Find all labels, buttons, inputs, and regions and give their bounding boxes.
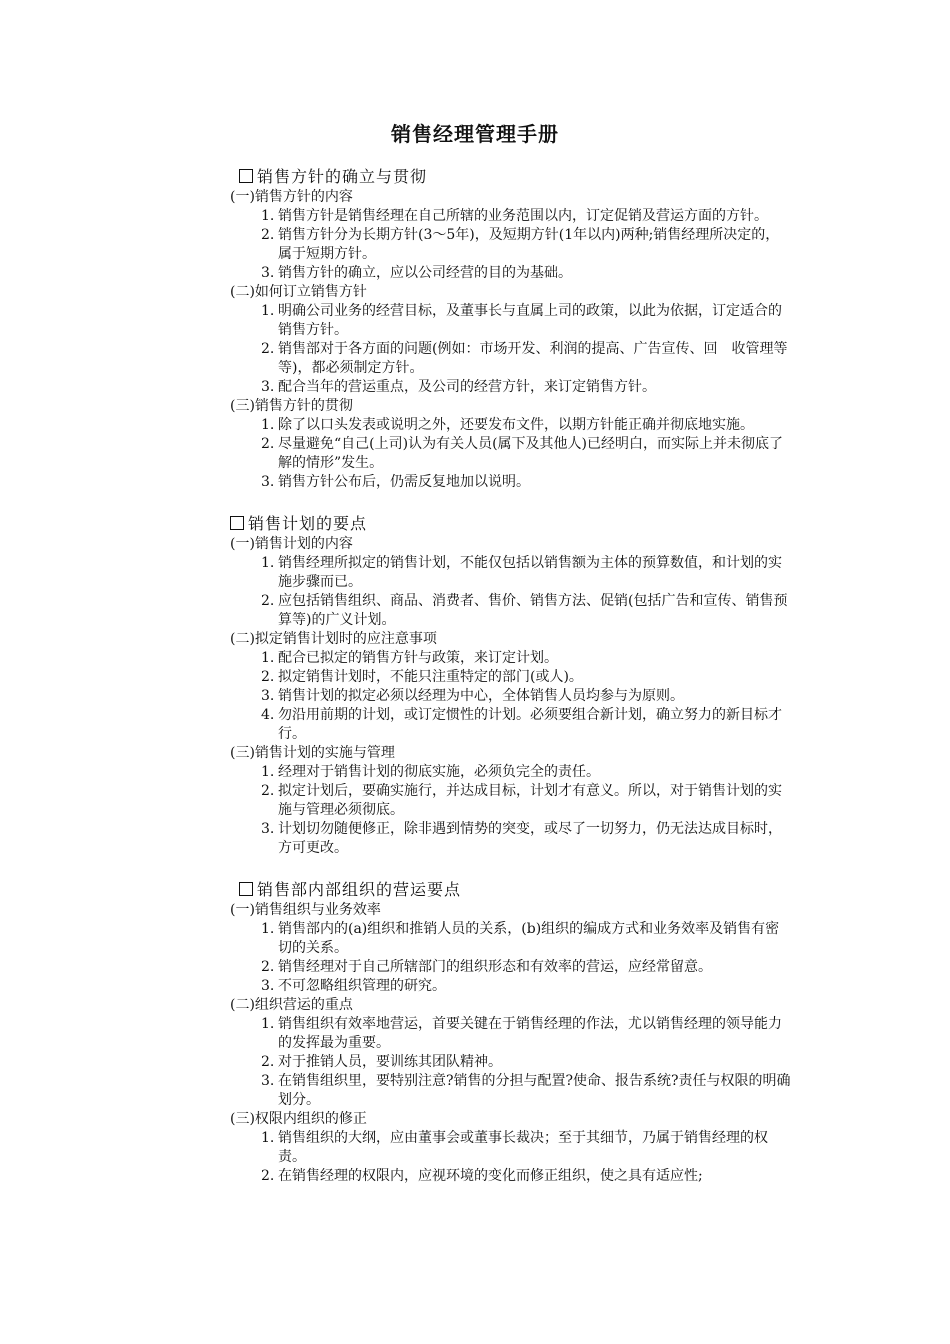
list-item-number: 1.	[261, 208, 275, 224]
section	[230, 165, 792, 492]
list-item	[230, 1072, 792, 1110]
section	[230, 512, 792, 858]
list-item-text: 在销售组织里，要特别注意?销售的分担与配置?使命、报告系统?责任与权限的明确划分。	[278, 1073, 791, 1108]
list-item-text: 配合已拟定的销售方针与政策，来订定计划。	[278, 650, 558, 666]
list-item-text: 拟定计划后，要确实施行，并达成目标，计划才有意义。所以，对于销售计划的实施与管理必须彻底。	[278, 783, 782, 818]
list-item	[230, 340, 792, 378]
document-body	[230, 165, 792, 1186]
list-item-number: 1.	[261, 417, 275, 433]
list-item-number: 2.	[261, 1168, 275, 1184]
list-item-text: 销售部对于各方面的问题(例如：市场开发、利润的提高、广告宣传、回 收管理等等)，都必须制定方针。	[278, 341, 788, 376]
subsection-label: (三)销售计划的实施与管理	[230, 745, 395, 761]
list-item	[230, 1015, 792, 1053]
list-item	[230, 554, 792, 592]
list-item-number: 2.	[261, 1054, 275, 1070]
list-item	[230, 378, 792, 397]
subsection-label: (一)销售计划的内容	[230, 536, 353, 552]
section-heading-text: 销售部内部组织的营运要点	[257, 880, 462, 899]
list-item-number: 3.	[261, 379, 275, 395]
list-item-text: 明确公司业务的经营目标，及董事长与直属上司的政策，以此为依据，订定适合的销售方针。	[278, 303, 782, 338]
list-item-text: 销售方针是销售经理在自己所辖的业务范围以内，订定促销及营运方面的方针。	[278, 208, 768, 224]
list-item	[230, 782, 792, 820]
list-item-text: 销售方针公布后，仍需反复地加以说明。	[278, 474, 530, 490]
list-item-text: 经理对于销售计划的彻底实施，必须负完全的责任。	[278, 764, 600, 780]
list-item	[230, 302, 792, 340]
list-item-text: 配合当年的营运重点，及公司的经营方针，来订定销售方针。	[278, 379, 656, 395]
list-item-number: 3.	[261, 688, 275, 704]
list-item-text: 对于推销人员，要训练其团队精神。	[278, 1054, 502, 1070]
list-item-text: 销售方针分为长期方针(3～5年)，及短期方针(1年以内)两种;销售经理所决定的，属于短期方针。	[278, 227, 780, 262]
list-item-number: 2.	[261, 783, 275, 799]
subsection-label: (一)销售方针的内容	[230, 189, 353, 205]
section-heading-text: 销售方针的确立与贯彻	[257, 167, 428, 186]
list-item-number: 2.	[261, 227, 275, 243]
list-item	[230, 687, 792, 706]
subsection-label: (二)拟定销售计划时的应注意事项	[230, 631, 437, 647]
section-heading	[230, 165, 792, 188]
list-item	[230, 977, 792, 996]
list-item-number: 1.	[261, 764, 275, 780]
list-item-number: 1.	[261, 921, 275, 937]
list-item	[230, 264, 792, 283]
list-item-number: 1.	[261, 303, 275, 319]
list-item-text: 销售经理所拟定的销售计划，不能仅包括以销售额为主体的预算数值，和计划的实施步骤而已。	[278, 555, 782, 590]
list-item-text: 销售组织的大纲，应由董事会或董事长裁决；至于其细节，乃属于销售经理的权责。	[278, 1130, 768, 1165]
list-item-number: 3.	[261, 265, 275, 281]
list-item-text: 尽量避免“自己(上司)认为有关人员(属下及其他人)已经明白，而实际上并未彻底了解的情形”发生。	[278, 436, 784, 471]
list-item-text: 不可忽略组织管理的研究。	[278, 978, 446, 994]
list-item-number: 2.	[261, 436, 275, 452]
list-item-text: 勿沿用前期的计划，或订定惯性的计划。必须要组合新计划，确立努力的新目标才行。	[278, 707, 782, 742]
list-item-text: 计划切勿随便修正，除非遇到情势的突变，或尽了一切努力，仍无法达成目标时，方可更改。	[278, 821, 782, 856]
list-item-number: 3.	[261, 474, 275, 490]
list-item	[230, 920, 792, 958]
list-item	[230, 592, 792, 630]
list-item-text: 在销售经理的权限内，应视环境的变化而修正组织，使之具有适应性;	[278, 1168, 703, 1184]
section	[230, 878, 792, 1186]
list-item-text: 销售部内的(a)组织和推销人员的关系，(b)组织的编成方式和业务效率及销售有密切的关系。	[278, 921, 780, 956]
list-item	[230, 473, 792, 492]
list-item	[230, 820, 792, 858]
list-item-number: 1.	[261, 1016, 275, 1032]
list-item-text: 销售经理对于自己所辖部门的组织形态和有效率的营运，应经常留意。	[278, 959, 712, 975]
list-item	[230, 706, 792, 744]
subsection-label: (一)销售组织与业务效率	[230, 902, 381, 918]
list-item	[230, 668, 792, 687]
section-heading	[230, 878, 792, 901]
list-item	[230, 1129, 792, 1167]
list-item	[230, 1167, 792, 1186]
list-item-text: 除了以口头发表或说明之外，还要发布文件，以期方针能正确并彻底地实施。	[278, 417, 754, 433]
checkbox-square-icon	[239, 882, 253, 896]
list-item	[230, 958, 792, 977]
subsection-label: (三)销售方针的贯彻	[230, 398, 353, 414]
list-item	[230, 649, 792, 668]
list-item-number: 3.	[261, 1073, 275, 1089]
document-title: 销售经理管理手册	[391, 122, 559, 146]
list-item	[230, 416, 792, 435]
list-item-number: 1.	[261, 555, 275, 571]
list-item-text: 应包括销售组织、商品、消费者、售价、销售方法、促销(包括广告和宣传、销售预算等)的广义计划。	[278, 593, 788, 628]
list-item-number: 1.	[261, 650, 275, 666]
list-item	[230, 435, 792, 473]
section-heading	[230, 512, 792, 535]
list-item-number: 3.	[261, 978, 275, 994]
list-item	[230, 226, 792, 264]
list-item-number: 2.	[261, 959, 275, 975]
subsection-label: (二)组织营运的重点	[230, 997, 353, 1013]
list-item-number: 2.	[261, 593, 275, 609]
list-item-text: 拟定销售计划时，不能只注重特定的部门(或人)。	[278, 669, 583, 685]
checkbox-square-icon	[239, 169, 253, 183]
list-item	[230, 207, 792, 226]
subsection-label: (二)如何订立销售方针	[230, 284, 367, 300]
list-item-text: 销售方针的确立，应以公司经营的目的为基础。	[278, 265, 572, 281]
list-item-number: 2.	[261, 669, 275, 685]
checkbox-square-icon	[230, 516, 244, 530]
list-item-number: 3.	[261, 821, 275, 837]
list-item-text: 销售计划的拟定必须以经理为中心，全体销售人员均参与为原则。	[278, 688, 684, 704]
list-item-text: 销售组织有效率地营运，首要关键在于销售经理的作法，尤以销售经理的领导能力的发挥最为重要。	[278, 1016, 782, 1051]
list-item	[230, 763, 792, 782]
list-item-number: 2.	[261, 341, 275, 357]
subsection-label: (三)权限内组织的修正	[230, 1111, 367, 1127]
section-heading-text: 销售计划的要点	[248, 514, 368, 533]
list-item-number: 1.	[261, 1130, 275, 1146]
list-item	[230, 1053, 792, 1072]
list-item-number: 4.	[261, 707, 275, 723]
